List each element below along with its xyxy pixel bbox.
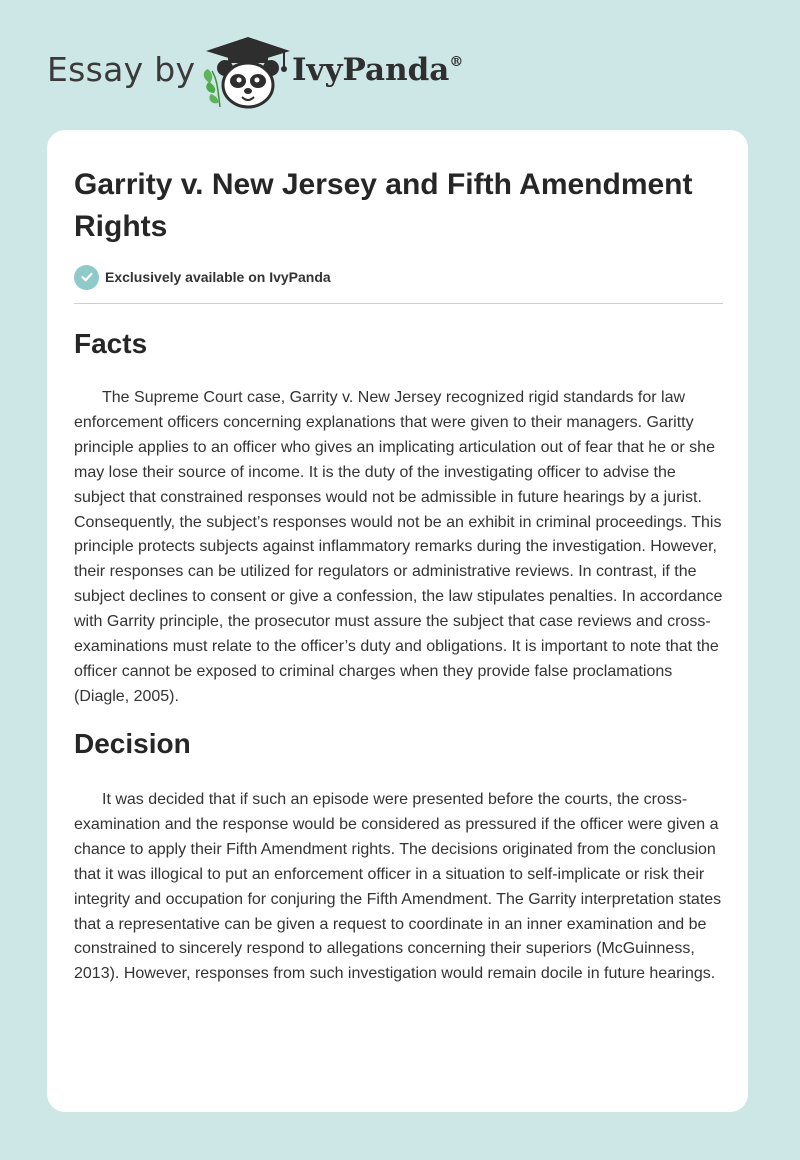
section-body-facts: The Supreme Court case, Garrity v. New Jersey recognized rigid standards for law enforcement officers concerning explanations that were given to their managers. Garitty principle applies to an officer who gives an implicating articulation out of fear that he or she may lose their source of income. It is the duty of the investigating officer to advise the subject that constrained responses would not be admissible in future hearings by a jurist. Consequently, the subject’s responses would not be an exhibit in criminal proceedings. This principle protects subjects against inflammatory remarks during the investigation. However, their responses can be utilized for regulators or administrative reviews. In contrast, if the subject declines to consent or give a confession, the law stipulates penalties. In accordance with Garrity principle, the prosecutor must assure the subject that case reviews and cross-examinations must relate to the officer’s duty and obligations. It is important to note that the officer cannot be exposed to criminal charges when they provide false proclamations (Diagle, 2005). xyxy=(74,389,723,705)
site-header xyxy=(0,0,800,130)
exclusive-badge xyxy=(74,264,331,290)
brand-name[interactable]: IvyPanda® xyxy=(292,52,464,88)
article-card xyxy=(47,130,748,1112)
article-title: Garrity v. New Jersey and Fifth Amendment Rights xyxy=(74,168,693,243)
panda-graduation-cap-icon[interactable] xyxy=(198,33,298,113)
registered-mark: ® xyxy=(449,54,464,70)
brand-prefix: Essay by xyxy=(47,50,196,89)
check-circle-icon xyxy=(74,265,99,290)
section-body-decision: It was decided that if such an episode were presented before the courts, the cross-examination and the response would be considered as pressured if the officer were given a chance to apply their Fifth Amendment rights. The decisions originated from the conclusion that it was illogical to put an enforcement officer in a situation to self-implicate or risk their integrity and occupation for conjuring the Fifth Amendment. The Garrity interpretation states that a representative can be given a request to coordinate in an inner examination and be constrained to sincerely respond to allegations concerning their superiors (McGuinness, 2013). However, responses from such investigation would remain docile in future hearings. xyxy=(74,791,722,983)
section-heading-facts: Facts xyxy=(74,328,148,359)
divider xyxy=(74,303,723,304)
badge-text: Exclusively available on IvyPanda xyxy=(105,269,331,285)
section-heading-decision: Decision xyxy=(74,728,191,759)
